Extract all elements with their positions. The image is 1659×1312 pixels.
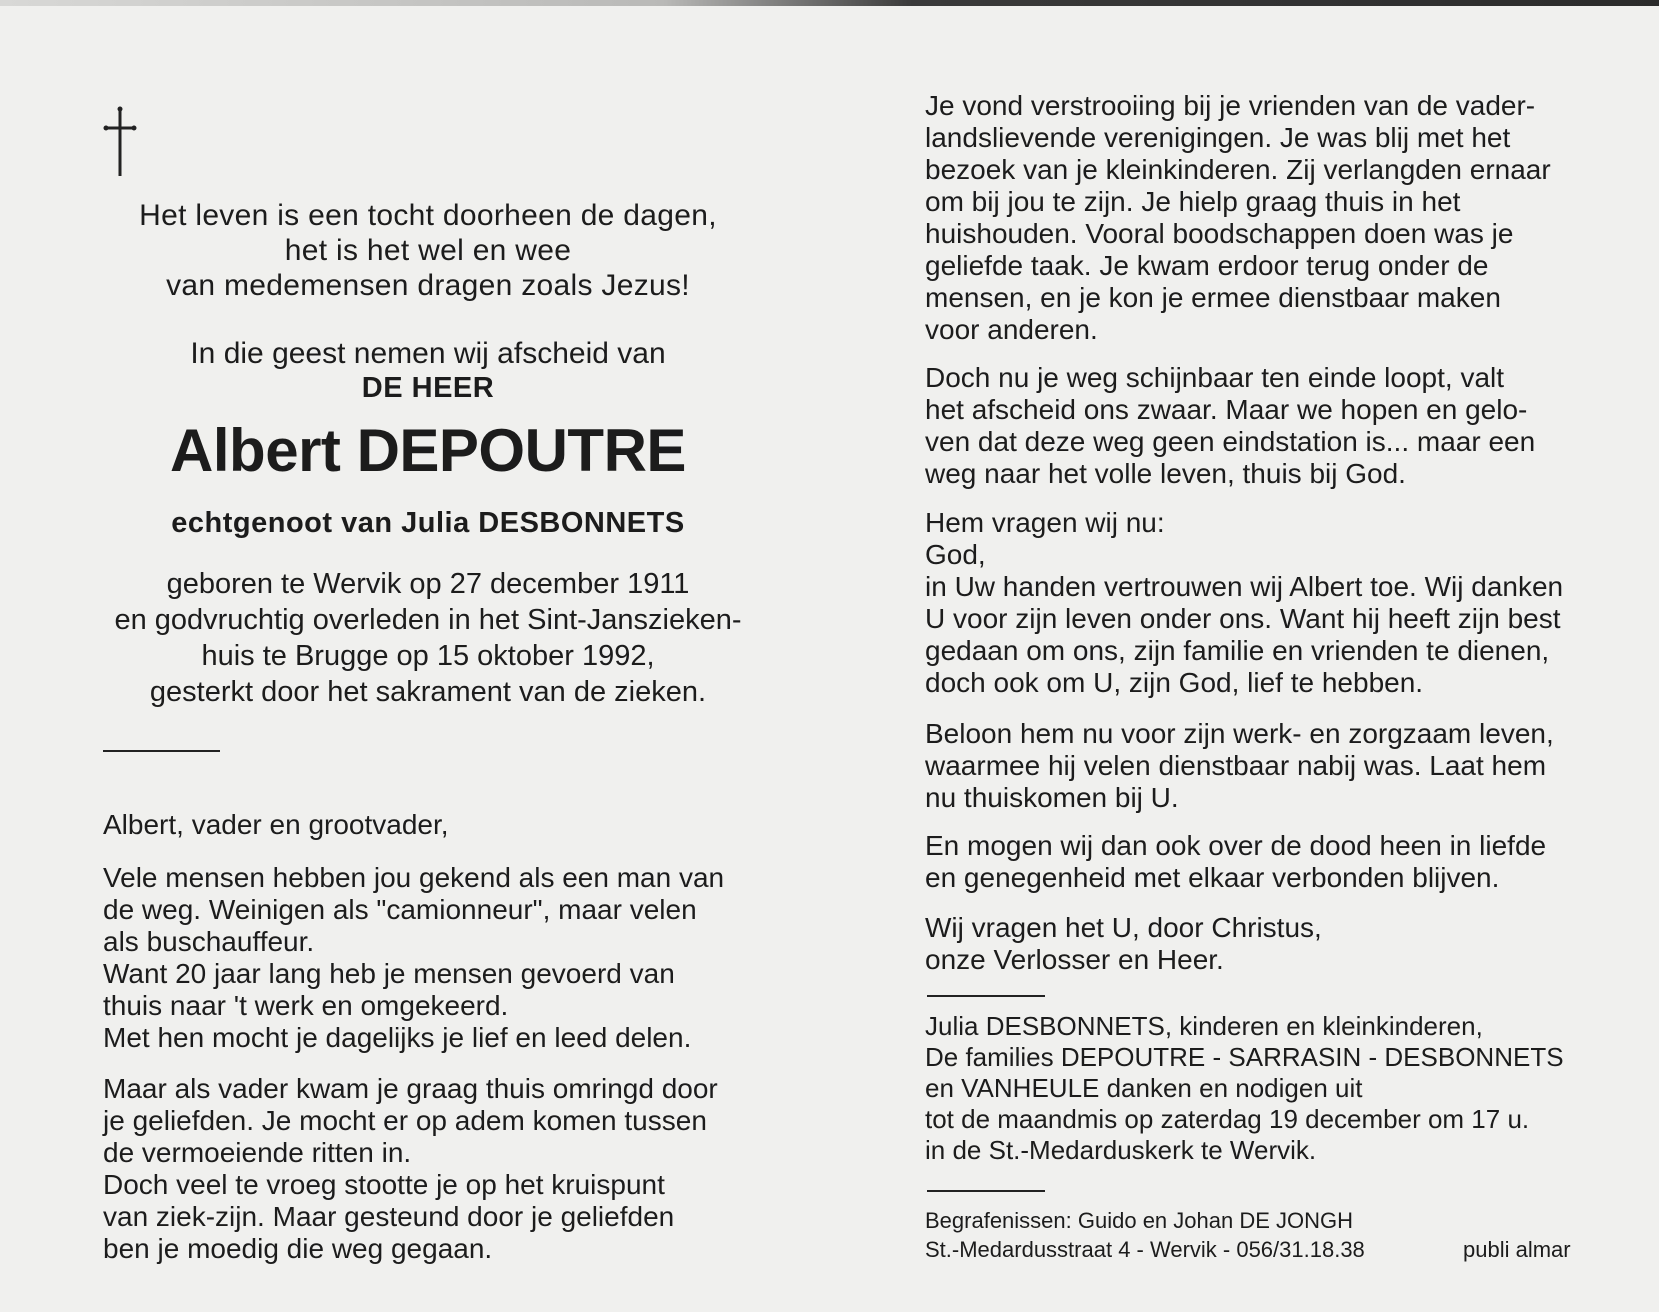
text-line: de weg. Weinigen als "camionneur", maar velen — [103, 894, 697, 925]
text-line: Doch veel te vroeg stootte je op het kruispunt — [103, 1169, 665, 1200]
birth-death-info — [98, 566, 758, 710]
opening-poem — [98, 198, 758, 303]
text-line: in de St.-Medarduskerk te Wervik. — [925, 1135, 1317, 1165]
right-paragraph-4 — [925, 718, 1575, 814]
text-line: ben je moedig die weg gegaan. — [103, 1233, 493, 1264]
text-line: weg naar het volle leven, thuis bij God. — [925, 458, 1406, 489]
text-line: huishouden. Vooral boodschappen doen was je — [925, 218, 1514, 249]
right-paragraph-3 — [925, 507, 1575, 699]
printer-credit: publi almar — [1463, 1237, 1571, 1262]
text-line: ven dat deze weg geen eindstation is... maar een — [925, 426, 1536, 457]
text-line: Vele mensen hebben jou gekend als een man van — [103, 862, 725, 893]
family-invitation — [925, 1011, 1575, 1166]
text-line: Met hen mocht je dagelijks je lief en leed delen. — [103, 1022, 692, 1053]
text-line: je geliefden. Je mocht er op adem komen tussen — [103, 1105, 707, 1136]
text-line: Wij vragen het U, door Christus, — [925, 912, 1322, 943]
text-line: in Uw handen vertrouwen wij Albert toe. Wij danken — [925, 571, 1564, 602]
deceased-name: Albert DEPOUTRE — [170, 417, 686, 484]
text-line: thuis naar 't werk en omgekeerd. — [103, 990, 509, 1021]
dates-line: geboren te Wervik op 27 december 1911 — [166, 568, 690, 600]
text-line: Beloon hem nu voor zijn werk- en zorgzaam leven, — [925, 718, 1554, 749]
text-line: en genegenheid met elkaar verbonden blijven. — [925, 862, 1500, 893]
text-line: Je vond verstrooiing bij je vrienden van de vader- — [925, 90, 1536, 121]
text-line: God, — [925, 539, 986, 570]
dates-line: gesterkt door het sakrament van de zieken. — [149, 676, 707, 708]
left-paragraph-2 — [103, 1073, 753, 1265]
text-line: Hem vragen wij nu: — [925, 507, 1165, 538]
text-line: als buschauffeur. — [103, 926, 315, 957]
right-paragraph-6 — [925, 912, 1575, 976]
poem-line: van medemensen dragen zoals Jezus! — [166, 269, 690, 302]
text-line: landslievende verenigingen. Je was blij met het — [925, 122, 1511, 153]
title-prefix: DE HEER — [361, 372, 495, 404]
text-line: om bij jou te zijn. Je hielp graag thuis in het — [925, 186, 1461, 217]
text-line: De families DEPOUTRE - SARRASIN - DESBONNETS — [925, 1042, 1564, 1072]
text-line: Doch nu je weg schijnbaar ten einde loopt, valt — [925, 362, 1505, 393]
intro-line: In die geest nemen wij afscheid van — [190, 337, 666, 370]
dates-line: en godvruchtig overleden in het Sint-Janszieken- — [114, 604, 742, 636]
divider — [927, 1190, 1045, 1192]
text-line: de vermoeiende ritten in. — [103, 1137, 412, 1168]
text-line: waarmee hij velen dienstbaar nabij was. Laat hem — [925, 750, 1547, 781]
poem-line: Het leven is een tocht doorheen de dagen, — [139, 199, 717, 232]
right-paragraph-1 — [925, 90, 1575, 346]
left-paragraph-1 — [103, 862, 753, 1054]
text-line: U voor zijn leven onder ons. Want hij heeft zijn best — [925, 603, 1561, 634]
text-line: onze Verlosser en Heer. — [925, 944, 1224, 975]
divider — [927, 995, 1045, 997]
text-line: gedaan om ons, zijn familie en vrienden te dienen, — [925, 635, 1550, 666]
funeral-home-line-1: Begrafenissen: Guido en Johan DE JONGH — [925, 1208, 1354, 1233]
text-line: doch ook om U, zijn God, lief te hebben. — [925, 667, 1424, 698]
text-line: voor anderen. — [925, 314, 1098, 345]
salutation: Albert, vader en grootvader, — [103, 809, 449, 840]
cross-icon — [103, 106, 137, 178]
scan-top-edge — [0, 0, 1659, 6]
spouse-line: echtgenoot van Julia DESBONNETS — [171, 507, 685, 539]
text-line: En mogen wij dan ook over de dood heen in liefde — [925, 830, 1547, 861]
text-line: Want 20 jaar lang heb je mensen gevoerd van — [103, 958, 675, 989]
text-line: Julia DESBONNETS, kinderen en kleinkinderen, — [925, 1011, 1483, 1041]
divider — [103, 750, 220, 752]
text-line: bezoek van je kleinkinderen. Zij verlangden ernaar — [925, 154, 1551, 185]
right-paragraph-2 — [925, 362, 1575, 490]
text-line: tot de maandmis op zaterdag 19 december om 17 u. — [925, 1104, 1530, 1134]
funeral-home-line-2: St.-Medardusstraat 4 - Wervik - 056/31.18.38 — [925, 1237, 1365, 1262]
text-line: Maar als vader kwam je graag thuis omringd door — [103, 1073, 718, 1104]
text-line: en VANHEULE danken en nodigen uit — [925, 1073, 1363, 1103]
text-line: van ziek-zijn. Maar gesteund door je geliefden — [103, 1201, 675, 1232]
text-line: nu thuiskomen bij U. — [925, 782, 1179, 813]
text-line: geliefde taak. Je kwam erdoor terug onder de — [925, 250, 1489, 281]
poem-line: het is het wel en wee — [284, 234, 572, 267]
dates-line: huis te Brugge op 15 oktober 1992, — [201, 640, 655, 672]
text-line: mensen, en je kon je ermee dienstbaar maken — [925, 282, 1501, 313]
right-paragraph-5 — [925, 830, 1575, 894]
text-line: het afscheid ons zwaar. Maar we hopen en gelo- — [925, 394, 1528, 425]
